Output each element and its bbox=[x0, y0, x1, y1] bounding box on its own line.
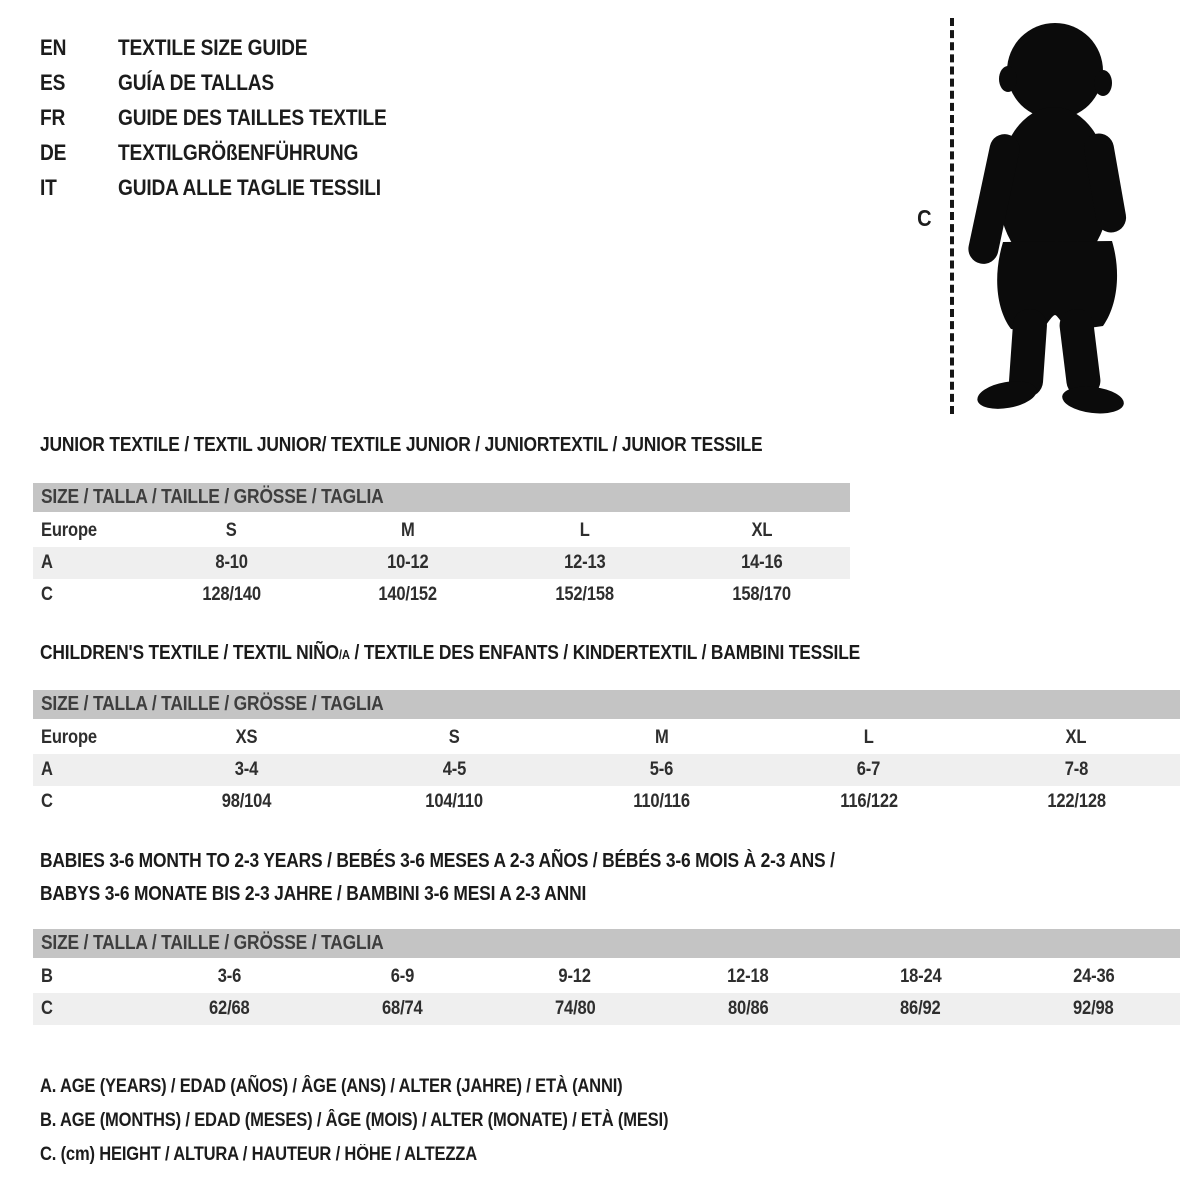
age-value: 5-6 bbox=[649, 759, 674, 780]
table-row bbox=[33, 786, 1180, 818]
height-measure-dashed-line bbox=[950, 18, 954, 414]
age-value: 8-10 bbox=[215, 552, 248, 573]
size-value: XL bbox=[751, 520, 773, 541]
size-value: S bbox=[225, 520, 237, 541]
language-row-es bbox=[40, 65, 427, 100]
height-value: 68/74 bbox=[381, 998, 423, 1019]
legend-line-a: A. AGE (YEARS) / EDAD (AÑOS) / ÂGE (ANS) / ALTER (JAHRE) / ETÀ (ANNI) bbox=[40, 1076, 623, 1097]
guide-title-en: TEXTILE SIZE GUIDE bbox=[118, 35, 308, 60]
row-label: Europe bbox=[41, 520, 97, 541]
row-label: A bbox=[41, 552, 53, 573]
age-value: 24-36 bbox=[1072, 966, 1115, 987]
height-value: 116/122 bbox=[840, 791, 898, 812]
row-label: Europe bbox=[41, 727, 97, 748]
table-row bbox=[33, 547, 850, 579]
size-value: L bbox=[863, 727, 874, 748]
height-value: 152/158 bbox=[555, 584, 615, 605]
row-label: C bbox=[41, 584, 53, 605]
size-header-bar: SIZE / TALLA / TAILLE / GRÖSSE / TAGLIA bbox=[33, 483, 850, 512]
toddler-silhouette-icon bbox=[963, 17, 1138, 415]
height-value: 98/104 bbox=[221, 791, 272, 812]
age-value: 4-5 bbox=[442, 759, 466, 780]
age-value: 7-8 bbox=[1064, 759, 1089, 780]
legend-line-b: B. AGE (MONTHS) / EDAD (MESES) / ÂGE (MOIS) / ALTER (MONATE) / ETÀ (MESI) bbox=[40, 1110, 669, 1131]
size-value: L bbox=[579, 520, 590, 541]
language-row-de bbox=[40, 135, 427, 170]
junior-section-title: JUNIOR TEXTILE / TEXTIL JUNIOR/ TEXTILE JUNIOR / JUNIORTEXTIL / JUNIOR TESSILE bbox=[40, 434, 763, 456]
height-value: 128/140 bbox=[202, 584, 261, 605]
age-value: 6-9 bbox=[390, 966, 414, 987]
height-value: 92/98 bbox=[1073, 998, 1114, 1019]
babies-size-table bbox=[33, 929, 1180, 1025]
language-code: ES bbox=[40, 70, 66, 95]
junior-size-table bbox=[33, 483, 850, 611]
language-row-fr bbox=[40, 100, 427, 135]
size-value: M bbox=[401, 520, 415, 541]
guide-title-fr: GUIDE DES TAILLES TEXTILE bbox=[118, 105, 387, 130]
children-size-table bbox=[33, 690, 1180, 818]
row-label: C bbox=[41, 791, 53, 812]
language-code: DE bbox=[40, 140, 67, 165]
size-value: XL bbox=[1065, 727, 1087, 748]
age-value: 6-7 bbox=[857, 759, 881, 780]
row-label: B bbox=[41, 966, 53, 987]
height-value: 74/80 bbox=[554, 998, 596, 1019]
table-row bbox=[33, 961, 1180, 993]
age-value: 18-24 bbox=[900, 966, 942, 987]
language-code: EN bbox=[40, 35, 67, 60]
measure-legend bbox=[40, 1070, 762, 1172]
language-code: FR bbox=[40, 105, 66, 130]
age-value: 3-4 bbox=[235, 759, 259, 780]
table-row bbox=[33, 993, 1180, 1025]
language-row-en bbox=[40, 30, 427, 65]
size-value: M bbox=[654, 727, 669, 748]
age-value: 14-16 bbox=[740, 552, 783, 573]
height-value: 110/116 bbox=[633, 791, 690, 812]
size-value: S bbox=[448, 727, 460, 748]
height-value: 80/86 bbox=[727, 998, 769, 1019]
height-measure-label: C bbox=[917, 205, 932, 231]
language-row-it bbox=[40, 170, 427, 205]
guide-title-it: GUIDA ALLE TAGLIE TESSILI bbox=[118, 175, 381, 200]
nino-a-subscript: /A bbox=[338, 647, 350, 662]
height-value: 62/68 bbox=[209, 998, 250, 1019]
height-value: 140/152 bbox=[378, 584, 438, 605]
age-value: 3-6 bbox=[217, 966, 242, 987]
size-header-bar: SIZE / TALLA / TAILLE / GRÖSSE / TAGLIA bbox=[33, 929, 1180, 958]
legend-line-c: C. (cm) HEIGHT / ALTURA / HAUTEUR / HÖHE / ALTEZZA bbox=[40, 1144, 477, 1165]
table-row bbox=[33, 515, 850, 547]
age-value: 9-12 bbox=[558, 966, 592, 987]
table-row bbox=[33, 722, 1180, 754]
height-value: 122/128 bbox=[1047, 791, 1106, 812]
height-value: 86/92 bbox=[900, 998, 941, 1019]
height-value: 158/170 bbox=[732, 584, 791, 605]
table-row bbox=[33, 579, 850, 611]
language-title-list bbox=[40, 30, 427, 205]
age-value: 12-18 bbox=[727, 966, 769, 987]
babies-section-title: BABIES 3-6 MONTH TO 2-3 YEARS / BEBÉS 3-6 MESES A 2-3 AÑOS / BÉBÉS 3-6 MOIS À 2-3 ANS / BABYS 3-6 MONATE BIS 2-3 JAHRE / BAMBINI 3-6 MESI A 2-3 ANNI bbox=[40, 850, 835, 905]
height-value: 104/110 bbox=[425, 791, 483, 812]
guide-title-de: TEXTILGRÖßENFÜHRUNG bbox=[118, 140, 359, 165]
children-section-title: CHILDREN'S TEXTILE / TEXTIL NIÑO/A / TEXTILE DES ENFANTS / KINDERTEXTIL / BAMBINI TESSILE bbox=[40, 642, 861, 664]
guide-title-es: GUÍA DE TALLAS bbox=[118, 70, 275, 95]
row-label: A bbox=[41, 759, 53, 780]
age-value: 10-12 bbox=[387, 552, 429, 573]
language-code: IT bbox=[40, 175, 57, 200]
row-label: C bbox=[41, 998, 53, 1019]
size-header-bar: SIZE / TALLA / TAILLE / GRÖSSE / TAGLIA bbox=[33, 690, 1180, 719]
size-value: XS bbox=[235, 727, 258, 748]
age-value: 12-13 bbox=[564, 552, 606, 573]
table-row bbox=[33, 754, 1180, 786]
